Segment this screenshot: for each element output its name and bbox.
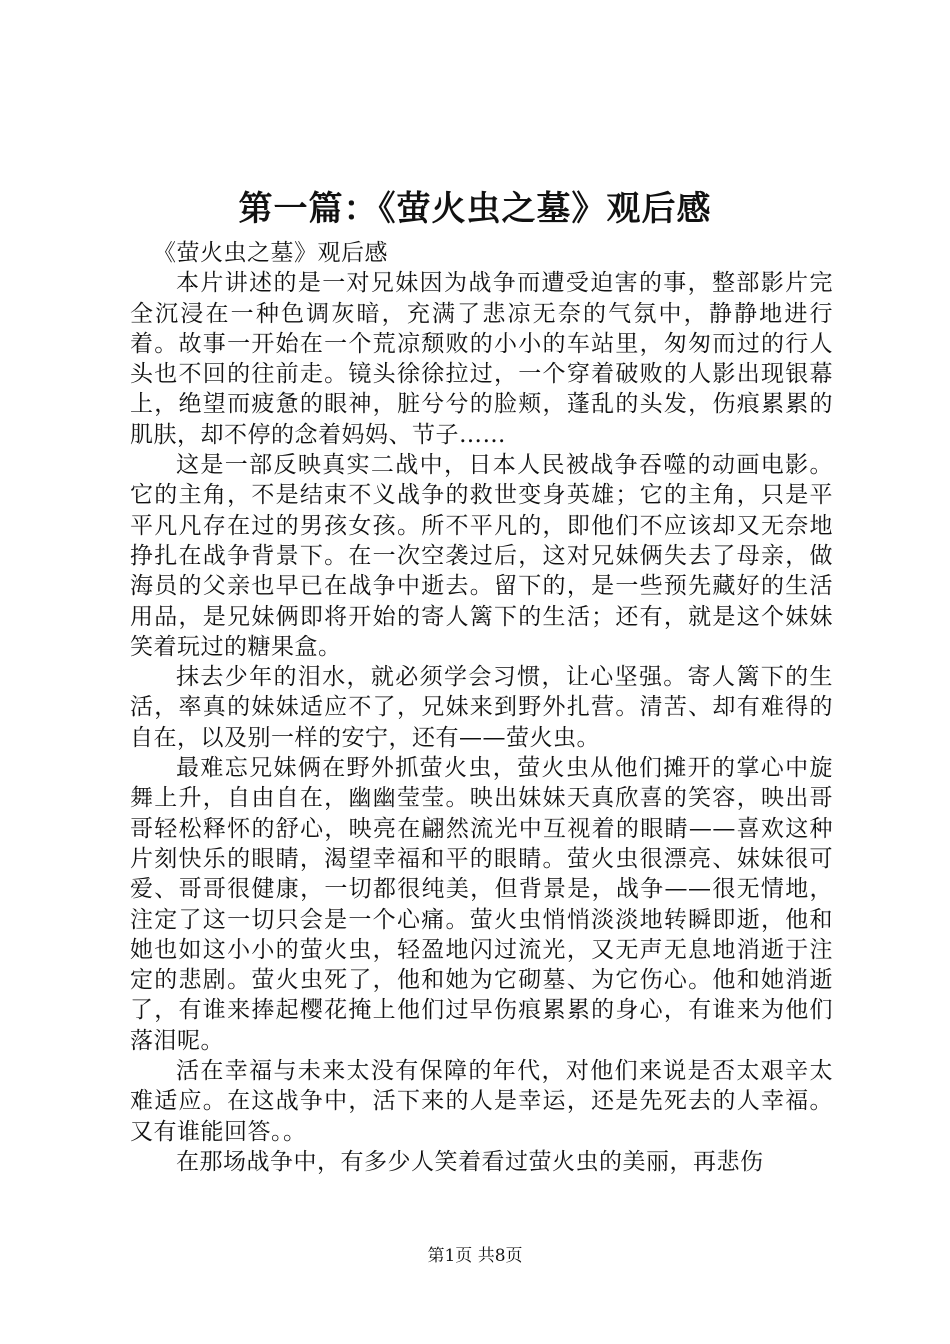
article-subtitle: 《萤火虫之墓》观后感	[153, 240, 388, 266]
document-body	[130, 238, 833, 1177]
paragraph-1: 本片讲述的是一对兄妹因为战争而遭受迫害的事，整部影片完全沉浸在一种色调灰暗，充满了悲凉无奈的气氛中，静静地进行着。故事一开始在一个荒凉颓败的小小的车站里，匆匆而过的行人头也不回的往前走。镜头徐徐拉过，一个穿着破败的人影出现银幕上，绝望而疲惫的眼神，脏兮兮的脸颊，蓬乱的头发，伤痕累累的肌肤，却不停的念着妈妈、节子……	[130, 270, 833, 448]
paragraph-3: 抹去少年的泪水，就必须学会习惯，让心坚强。寄人篱下的生活，率真的妹妹适应不了，兄妹来到野外扎营。清苦、却有难得的自在，以及别一样的安宁，还有——萤火虫。	[130, 664, 833, 751]
page-footer: 第1页 共8页	[427, 1246, 523, 1266]
paragraph-2: 这是一部反映真实二战中，日本人民被战争吞噬的动画电影。它的主角，不是结束不义战争的救世变身英雄；它的主角，只是平平凡凡存在过的男孩女孩。所不平凡的，即他们不应该却又无奈地挣扎在战争背景下。在一次空袭过后，这对兄妹俩失去了母亲，做海员的父亲也早已在战争中逝去。留下的，是一些预先藏好的生活用品，是兄妹俩即将开始的寄人篱下的生活；还有，就是这个妹妹笑着玩过的糖果盒。	[130, 452, 833, 660]
document-title: 第一篇：《萤火虫之墓》观后感	[238, 189, 712, 229]
paragraph-6: 在那场战争中，有多少人笑着看过萤火虫的美丽，再悲伤	[176, 1148, 764, 1175]
paragraph-4: 最难忘兄妹俩在野外抓萤火虫，萤火虫从他们摊开的掌心中旋舞上升，自由自在，幽幽莹莹。映出妹妹天真欣喜的笑容，映出哥哥轻松释怀的舒心，映亮在翩然流光中互视着的眼睛——喜欢这种片刻快乐的眼睛，渴望幸福和平的眼睛。萤火虫很漂亮、妹妹很可爱、哥哥很健康，一切都很纯美，但背景是，战争——很无情地，注定了这一切只会是一个心痛。萤火虫悄悄淡淡地转瞬即逝，他和她也如这小小的萤火虫，轻盈地闪过流光，又无声无息地消逝于注定的悲剧。萤火虫死了，他和她为它砌墓、为它伤心。他和她消逝了，有谁来捧起樱花掩上他们过早伤痕累累的身心，有谁来为他们落泪呢。	[130, 755, 833, 1054]
paragraph-5: 活在幸福与未来太没有保障的年代，对他们来说是否太艰辛太难适应。在这战争中，活下来的人是幸运，还是先死去的人幸福。又有谁能回答。。	[130, 1058, 833, 1145]
